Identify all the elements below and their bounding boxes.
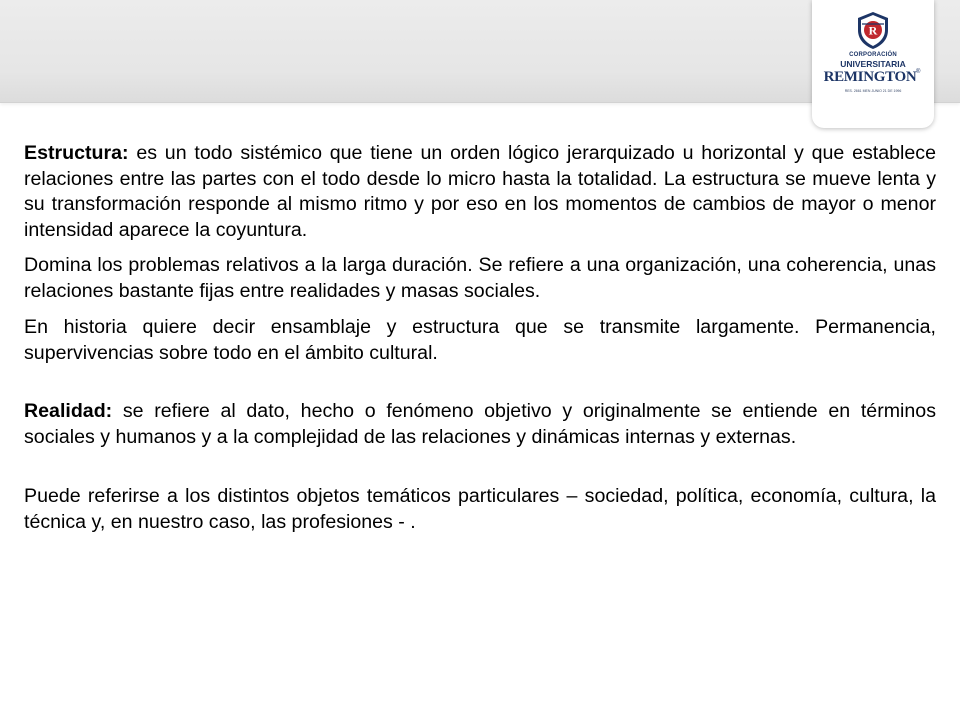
paragraph-larga-duracion: Domina los problemas relativos a la larga duración. Se refiere a una organización, una coherencia, unas relaciones bastante fijas entre realidades y masas sociales. <box>24 254 936 302</box>
svg-text:R: R <box>868 23 878 38</box>
term-realidad: Realidad: <box>24 400 113 422</box>
paragraph-historia: En historia quiere decir ensamblaje y estructura que se transmite largamente. Permanencia, supervivencias sobre todo en el ámbito cultural. <box>24 316 936 364</box>
paragraph-estructura <box>24 141 936 243</box>
paragraph-realidad <box>24 399 936 450</box>
logo-line-universitaria: UNIVERSITARIA <box>840 59 906 69</box>
paragraph-objetos-tematicos: Puede referirse a los distintos objetos temáticos particulares – sociedad, política, economía, cultura, la técnica y, en nuestro caso, las profesiones - . <box>24 485 936 533</box>
definition-realidad: se refiere al dato, hecho o fenómeno objetivo y originalmente se entiende en términos sociales y humanos y a la complejidad de las relaciones y dinámicas internas y externas. <box>24 400 936 448</box>
slide-body <box>24 141 936 535</box>
definition-estructura: es un todo sistémico que tiene un orden lógico jerarquizado u horizontal y que establece relaciones entre las partes con el todo desde lo micro hasta la totalidad. La estructura se mueve lenta y su transformación responde al mismo ritmo y por eso en los momentos de cambios de mayor o menor intensidad aparece la coyuntura. <box>24 142 936 241</box>
logo-wordmark: REMINGTON <box>823 69 917 85</box>
term-estructura: Estructura: <box>24 142 129 164</box>
registered-mark: ® <box>916 69 921 75</box>
shield-emblem-icon <box>854 10 892 50</box>
logo-resolution-text: RES. 2661 MEN JUNIO 21 DE 1996 <box>844 89 902 93</box>
university-logo <box>812 0 934 128</box>
logo-line-corporacion: CORPORACIÓN <box>849 52 897 58</box>
